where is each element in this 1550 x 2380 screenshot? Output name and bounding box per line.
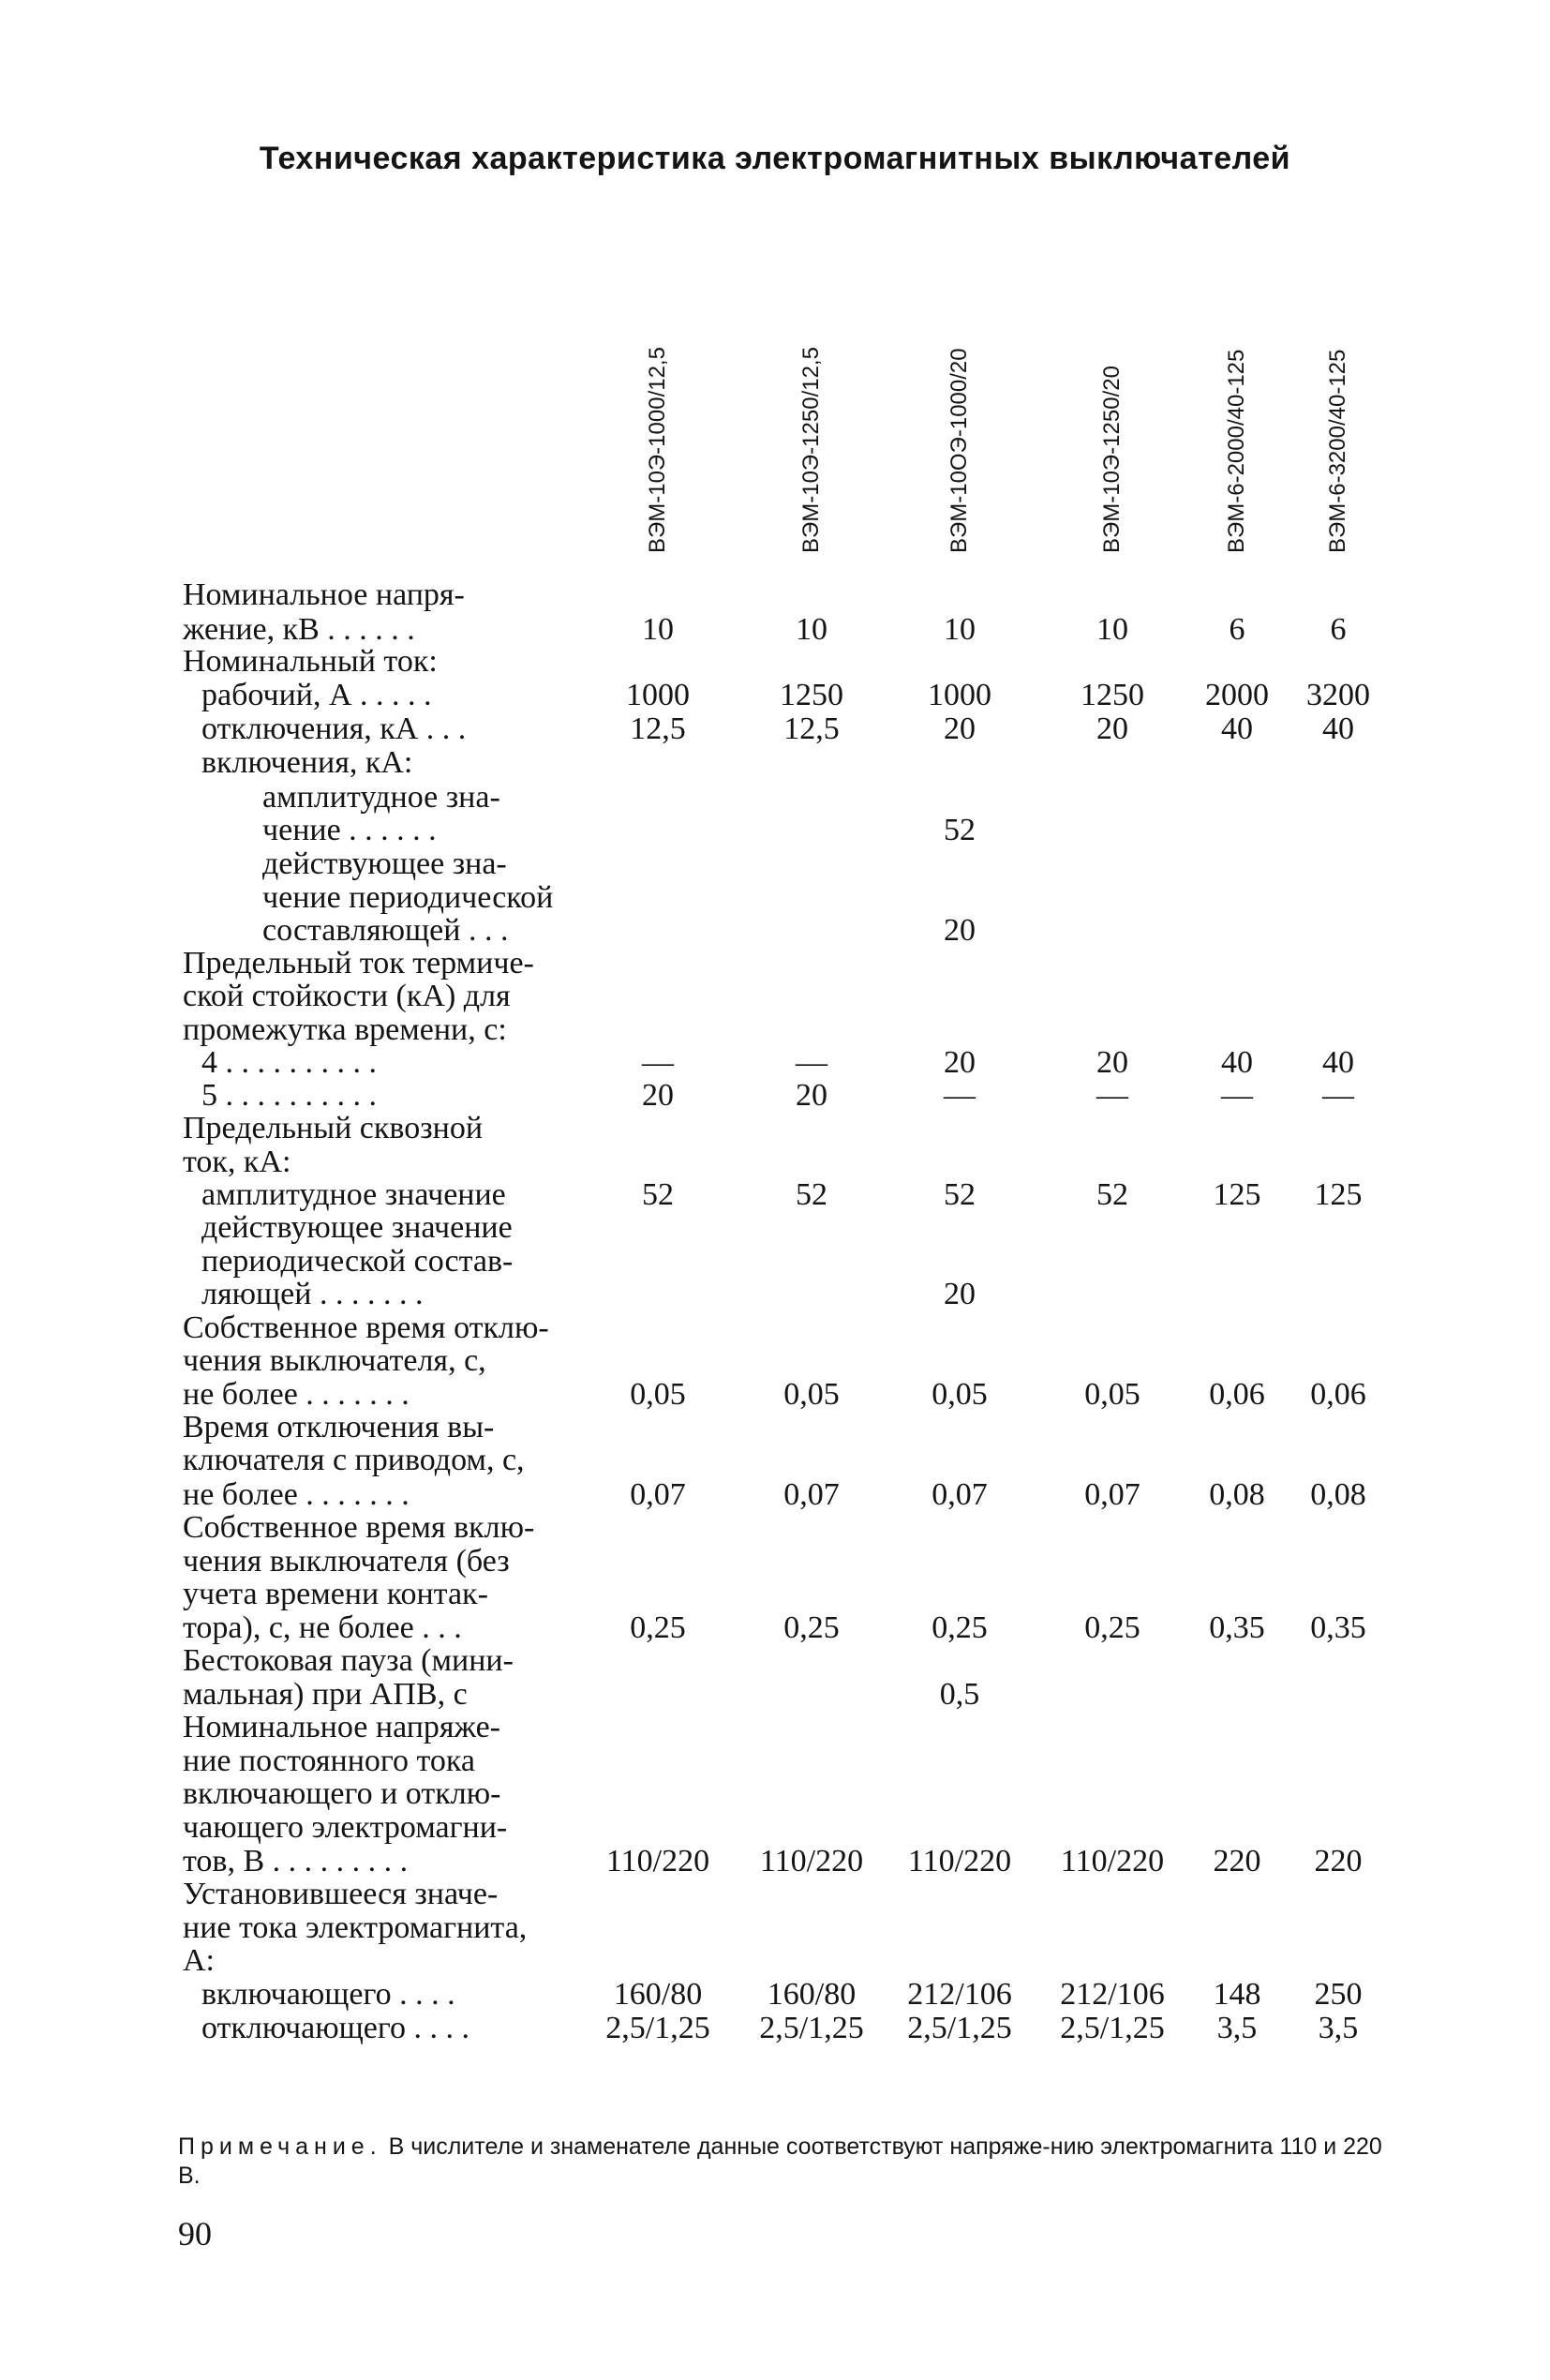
table-cell: 110/220 — [907, 1844, 1012, 1879]
row-label: 4 . . . . . . . . . . — [201, 1045, 377, 1080]
column-header-label: ВЭМ-10Э-1250/20 — [1099, 366, 1125, 553]
page-number: 90 — [178, 2215, 212, 2253]
column-header-label: ВЭМ-6-2000/40-125 — [1224, 349, 1249, 553]
row-label: не более . . . . . . . — [183, 1377, 410, 1412]
row-label: тов, В . . . . . . . . . — [183, 1844, 409, 1879]
table-cell: 0,25 — [783, 1610, 840, 1645]
row-label: жение, кВ . . . . . . — [183, 612, 415, 647]
table-cell: 20 — [944, 711, 976, 746]
row-label: включения, кА: — [201, 745, 413, 780]
table-cell: 2,5/1,25 — [605, 2011, 710, 2045]
column-header-label: ВЭМ-10ОЭ-1000/20 — [946, 348, 972, 553]
row-label: Предельный сквозной — [183, 1111, 484, 1145]
table-cell: 0,05 — [630, 1377, 686, 1412]
table-cell: 0,08 — [1310, 1477, 1366, 1512]
footnote — [178, 2133, 1387, 2192]
table-cell: 212/106 — [1060, 1977, 1165, 2012]
row-label: включающего . . . . — [201, 1977, 455, 2012]
row-label: Предельный ток термиче- — [183, 946, 534, 980]
row-label: чение . . . . . . — [262, 813, 437, 847]
row-label: Номинальное напряже- — [183, 1710, 501, 1744]
row-label: действующее зна- — [262, 846, 507, 881]
row-label: составляющей . . . — [262, 913, 509, 948]
table-cell: 2000 — [1205, 678, 1269, 712]
column-header-label: ВЭМ-6-3200/40-125 — [1325, 349, 1350, 553]
table-cell: 10 — [1096, 612, 1128, 647]
row-label: отключения, кА . . . — [201, 711, 467, 746]
table-cell: 0,07 — [783, 1477, 840, 1512]
table-cell: 20 — [642, 1078, 674, 1113]
footnote-text: В числителе и знаменателе данные соответствуют напряже-нию электромагнита 110 и 220 В. — [178, 2133, 1382, 2190]
table-cell: 0,25 — [931, 1610, 988, 1645]
column-header-label: ВЭМ-10Э-1250/12,5 — [798, 347, 824, 553]
table-cell: 3,5 — [1216, 2011, 1258, 2045]
table-cell: 20 — [1096, 1045, 1128, 1080]
row-label: рабочий, А . . . . . — [201, 678, 432, 712]
table-cell: 40 — [1221, 711, 1253, 746]
footnote-prefix: Примечание. — [178, 2133, 382, 2160]
row-label: чения выключателя, с, — [183, 1343, 486, 1378]
table-cell: 20 — [944, 1045, 976, 1080]
row-label: Бестоковая пауза (мини- — [183, 1643, 514, 1678]
row-label: ключателя с приводом, с, — [183, 1443, 525, 1477]
table-cell: 12,5 — [630, 711, 686, 746]
table-cell: 1000 — [928, 678, 991, 712]
table-cell: 2,5/1,25 — [907, 2011, 1012, 2045]
row-label: А: — [183, 1943, 215, 1978]
row-label: тора), с, не более . . . — [183, 1610, 462, 1645]
row-label: Собственное время вклю- — [183, 1510, 535, 1545]
table-cell: — — [796, 1045, 827, 1080]
table-cell: 250 — [1314, 1977, 1363, 2012]
row-label: Номинальный ток: — [183, 644, 438, 679]
table-cell: 6 — [1330, 612, 1347, 647]
table-cell: 110/220 — [1060, 1844, 1165, 1879]
table-cell: 52 — [944, 813, 976, 847]
table-cell: 125 — [1213, 1177, 1261, 1212]
table-cell: 0,06 — [1310, 1377, 1366, 1412]
table-cell: 0,35 — [1310, 1610, 1366, 1645]
table-cell: 20 — [944, 913, 976, 948]
table-cell: 110/220 — [605, 1844, 710, 1879]
table-cell: 52 — [796, 1177, 827, 1212]
table-cell: 52 — [944, 1177, 976, 1212]
table-cell: 1000 — [626, 678, 690, 712]
table-cell: 2,5/1,25 — [759, 2011, 864, 2045]
table-cell: — — [1221, 1078, 1253, 1113]
row-label: ние тока электромагнита, — [183, 1910, 528, 1945]
row-label: промежутка времени, с: — [183, 1012, 507, 1047]
table-cell: 40 — [1221, 1045, 1253, 1080]
table-cell: 3,5 — [1318, 2011, 1359, 2045]
table-cell: 3200 — [1306, 678, 1370, 712]
table-cell: — — [642, 1045, 674, 1080]
table-cell: 10 — [796, 612, 827, 647]
table-cell: 10 — [944, 612, 976, 647]
row-label: учета времени контак- — [183, 1577, 488, 1611]
table-cell: 12,5 — [783, 711, 840, 746]
row-label: действующее значение — [201, 1210, 513, 1245]
table-cell: — — [1322, 1078, 1354, 1113]
table-cell: 1250 — [1081, 678, 1144, 712]
table-cell: 10 — [642, 612, 674, 647]
row-label: ток, кА: — [183, 1145, 291, 1179]
column-header-label: ВЭМ-10Э-1000/12,5 — [645, 347, 670, 553]
table-cell: 0,07 — [630, 1477, 686, 1512]
page-title: Техническая характеристика электромагнитных выключателей — [259, 141, 1291, 176]
table-cell: 40 — [1322, 1045, 1354, 1080]
row-label: отключающего . . . . — [201, 2011, 469, 2045]
table-cell: 220 — [1213, 1844, 1261, 1879]
table-cell: 220 — [1314, 1844, 1363, 1879]
table-cell: 0,05 — [931, 1377, 988, 1412]
table-cell: 148 — [1213, 1977, 1261, 2012]
table-cell: 160/80 — [767, 1977, 857, 2012]
table-cell: — — [944, 1078, 976, 1113]
table-cell: 6 — [1229, 612, 1245, 647]
table-cell: 110/220 — [759, 1844, 864, 1879]
table-cell: 0,25 — [630, 1610, 686, 1645]
table-cell: 0,05 — [1084, 1377, 1140, 1412]
row-label: Собственное время отклю- — [183, 1310, 549, 1345]
table-cell: 40 — [1322, 711, 1354, 746]
row-label: ской стойкости (кА) для — [183, 979, 511, 1013]
row-label: Время отключения вы- — [183, 1410, 495, 1444]
table-cell: 0,25 — [1084, 1610, 1140, 1645]
table-cell: 0,06 — [1209, 1377, 1265, 1412]
table-cell: 52 — [642, 1177, 674, 1212]
table-cell: 1250 — [780, 678, 843, 712]
table-cell: — — [1096, 1078, 1128, 1113]
table-cell: 0,07 — [1084, 1477, 1140, 1512]
table-cell: 20 — [796, 1078, 827, 1113]
table-cell: 52 — [1096, 1177, 1128, 1212]
row-label: чающего электромагни- — [183, 1810, 508, 1845]
row-label: включающего и отклю- — [183, 1776, 501, 1811]
table-cell: 20 — [1096, 711, 1128, 746]
table-cell: 0,05 — [783, 1377, 840, 1412]
table-cell: 0,35 — [1209, 1610, 1265, 1645]
row-label: чения выключателя (без — [183, 1544, 510, 1579]
table-cell: 0,08 — [1209, 1477, 1265, 1512]
table-cell: 212/106 — [907, 1977, 1012, 2012]
row-label: ляющей . . . . . . . — [201, 1277, 424, 1311]
row-label: периодической состав- — [201, 1244, 514, 1279]
table-cell: 125 — [1314, 1177, 1363, 1212]
table-cell: 0,07 — [931, 1477, 988, 1512]
table-cell: 20 — [944, 1277, 976, 1311]
row-label: мальная) при АПВ, с — [183, 1677, 468, 1712]
row-label: амплитудное зна- — [262, 780, 500, 815]
row-label: Номинальное напря- — [183, 577, 465, 612]
row-label: амплитудное значение — [201, 1177, 506, 1212]
table-cell: 160/80 — [613, 1977, 703, 2012]
row-label: ние постоянного тока — [183, 1744, 476, 1778]
row-label: 5 . . . . . . . . . . — [201, 1078, 377, 1113]
row-label: чение периодической — [262, 880, 554, 915]
table-cell: 0,5 — [939, 1677, 980, 1712]
row-label: не более . . . . . . . — [183, 1477, 410, 1512]
row-label: Установившееся значе- — [183, 1877, 499, 1911]
table-cell: 2,5/1,25 — [1060, 2011, 1165, 2045]
